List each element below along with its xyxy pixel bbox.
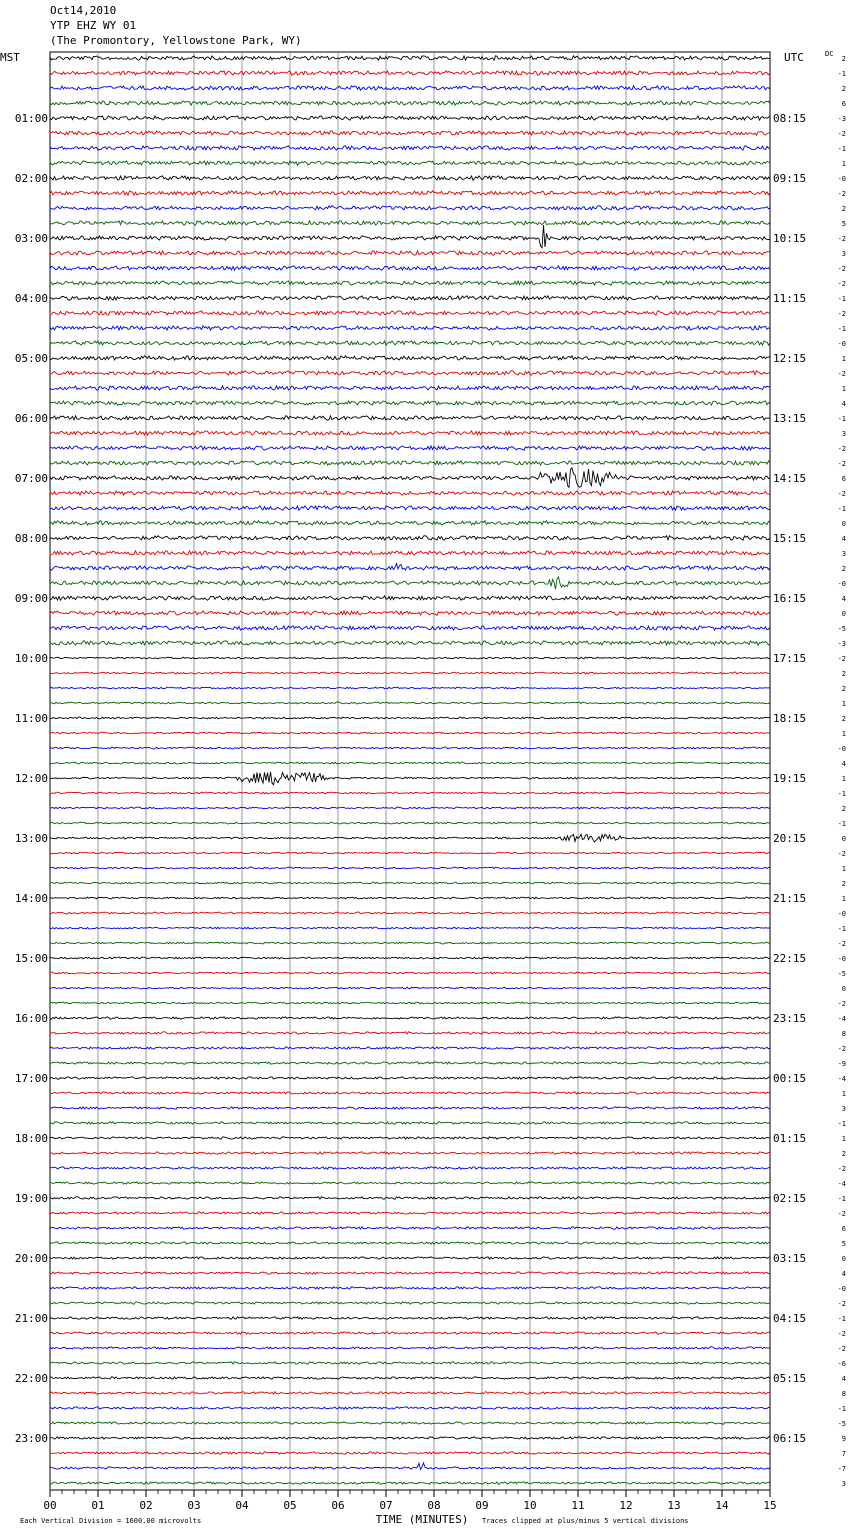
dc-offset-label: 2 xyxy=(841,205,846,213)
dc-offset-label: -1 xyxy=(837,145,846,153)
seismic-trace xyxy=(50,577,770,589)
seismic-trace xyxy=(50,732,770,734)
dc-offset-label: -0 xyxy=(837,1285,846,1293)
dc-offset-label: 3 xyxy=(841,430,846,438)
utc-hour-label: 01:15 xyxy=(773,1132,807,1145)
seismic-trace xyxy=(50,702,770,704)
seismic-trace xyxy=(50,1422,770,1425)
seismic-trace xyxy=(50,1392,770,1395)
dc-offset-label: -2 xyxy=(837,1000,846,1008)
dc-offset-label: -2 xyxy=(837,235,846,243)
dc-offset-label: 6 xyxy=(841,100,846,108)
dc-offset-label: 8 xyxy=(841,1030,846,1038)
dc-offset-label: 2 xyxy=(841,1150,846,1158)
seismic-trace xyxy=(50,161,770,165)
seismic-trace xyxy=(50,206,770,210)
dc-offset-label: -0 xyxy=(837,340,846,348)
seismic-trace xyxy=(50,281,770,285)
seismic-trace xyxy=(50,1242,770,1244)
seismic-trace xyxy=(50,1302,770,1305)
dc-offset-label: -5 xyxy=(837,1420,846,1428)
dc-offset-label: -5 xyxy=(837,970,846,978)
utc-hour-label: 03:15 xyxy=(773,1252,807,1265)
dc-offset-label: -2 xyxy=(837,940,846,948)
dc-offset-label: 7 xyxy=(841,1450,846,1458)
dc-offset-label: 4 xyxy=(841,760,846,768)
seismic-trace xyxy=(50,1212,770,1214)
seismic-trace xyxy=(50,401,770,405)
dc-offset-label: 4 xyxy=(841,535,846,543)
mst-hour-label: 02:00 xyxy=(14,172,48,185)
seismic-trace xyxy=(50,56,770,60)
dc-offset-label: 6 xyxy=(841,1225,846,1233)
mst-hour-label: 17:00 xyxy=(14,1072,48,1085)
mst-hour-label: 19:00 xyxy=(14,1192,48,1205)
utc-hour-label: 17:15 xyxy=(773,652,807,665)
seismic-trace xyxy=(50,1257,770,1259)
x-tick-label: 01 xyxy=(91,1499,105,1512)
dc-offset-label: 0 xyxy=(841,985,846,993)
seismic-trace xyxy=(50,834,770,842)
x-tick-label: 08 xyxy=(427,1499,441,1512)
utc-hour-label: 13:15 xyxy=(773,412,807,425)
dc-offset-label: 1 xyxy=(841,730,846,738)
dc-offset-label: 2 xyxy=(841,715,846,723)
x-tick-label: 10 xyxy=(523,1499,537,1512)
seismic-trace xyxy=(50,762,770,764)
seismic-trace xyxy=(50,1407,770,1409)
utc-hour-label: 09:15 xyxy=(773,172,807,185)
x-tick-label: 00 xyxy=(43,1499,57,1512)
utc-hour-label: 23:15 xyxy=(773,1012,807,1025)
dc-offset-label: -4 xyxy=(837,1180,846,1188)
seismic-trace xyxy=(50,251,770,255)
dc-offset-label: 2 xyxy=(841,670,846,678)
utc-hour-label: 20:15 xyxy=(773,832,807,845)
seismic-trace xyxy=(50,927,770,929)
seismic-trace xyxy=(50,1347,770,1350)
seismic-trace xyxy=(50,468,770,488)
x-tick-label: 06 xyxy=(331,1499,345,1512)
dc-offset-label: -4 xyxy=(837,1015,846,1023)
seismic-trace xyxy=(50,551,770,555)
x-tick-label: 05 xyxy=(283,1499,297,1512)
mst-hour-label: 05:00 xyxy=(14,352,48,365)
utc-hour-label: 19:15 xyxy=(773,772,807,785)
dc-offset-label: 4 xyxy=(841,1270,846,1278)
seismic-trace xyxy=(50,266,770,270)
utc-hour-label: 16:15 xyxy=(773,592,807,605)
seismic-trace xyxy=(50,506,770,511)
mst-hour-label: 12:00 xyxy=(14,772,48,785)
x-axis-title: TIME (MINUTES) xyxy=(375,1513,469,1526)
plot-date: Oct14,2010 xyxy=(50,4,117,17)
dc-offset-label: 2 xyxy=(841,880,846,888)
seismic-trace xyxy=(50,882,770,884)
mst-hour-label: 13:00 xyxy=(14,832,48,845)
dc-offset-label: 5 xyxy=(841,1240,846,1248)
time-grid xyxy=(50,52,770,1497)
dc-offset-label: -2 xyxy=(837,130,846,138)
seismic-trace xyxy=(50,536,770,541)
seismic-trace xyxy=(50,521,770,525)
seismic-trace xyxy=(50,1062,770,1065)
dc-offset-label: 9 xyxy=(841,1435,846,1443)
x-tick-label: 13 xyxy=(667,1499,681,1512)
dc-offset-label: -1 xyxy=(837,505,846,513)
utc-hour-label: 04:15 xyxy=(773,1312,807,1325)
mst-hour-label: 11:00 xyxy=(14,712,48,725)
seismic-trace xyxy=(50,687,770,689)
seismic-trace xyxy=(50,1092,770,1094)
seismic-trace xyxy=(50,1272,770,1275)
utc-hour-label: 02:15 xyxy=(773,1192,807,1205)
seismic-trace xyxy=(50,867,770,869)
x-tick-label: 07 xyxy=(379,1499,393,1512)
mst-hour-label: 01:00 xyxy=(14,112,48,125)
dc-offset-label: -2 xyxy=(837,1330,846,1338)
dc-offset-label: 3 xyxy=(841,1480,846,1488)
dc-offset-label: -2 xyxy=(837,1165,846,1173)
utc-hour-label: 21:15 xyxy=(773,892,807,905)
mst-hour-label: 14:00 xyxy=(14,892,48,905)
x-tick-label: 09 xyxy=(475,1499,489,1512)
seismic-trace xyxy=(50,1077,770,1079)
x-tick-label: 04 xyxy=(235,1499,249,1512)
seismic-trace xyxy=(50,957,770,959)
seismic-trace xyxy=(50,852,770,854)
seismic-trace xyxy=(50,225,770,248)
seismic-trace xyxy=(50,296,770,300)
dc-offset-label: 2 xyxy=(841,565,846,573)
dc-offset-label: 1 xyxy=(841,355,846,363)
dc-offset-label: -2 xyxy=(837,190,846,198)
dc-offset-label: -2 xyxy=(837,460,846,468)
seismic-trace xyxy=(50,356,770,360)
seismic-trace xyxy=(50,641,770,645)
seismic-trace xyxy=(50,1182,770,1184)
seismic-trace xyxy=(50,747,770,749)
dc-offset-label: -1 xyxy=(837,790,846,798)
utc-hour-label: 18:15 xyxy=(773,712,807,725)
mst-hour-label: 04:00 xyxy=(14,292,48,305)
seismic-trace xyxy=(50,1437,770,1440)
dc-offset-label: -6 xyxy=(837,1360,846,1368)
dc-header-label: DC xyxy=(825,50,834,58)
seismic-trace xyxy=(50,191,770,195)
seismic-trace xyxy=(50,1362,770,1365)
dc-offset-label: -5 xyxy=(837,625,846,633)
dc-offset-label: -1 xyxy=(837,820,846,828)
seismic-trace xyxy=(50,431,770,435)
dc-offset-label: 5 xyxy=(841,220,846,228)
dc-offset-label: 3 xyxy=(841,550,846,558)
dc-offset-label: 1 xyxy=(841,160,846,168)
seismic-trace xyxy=(50,772,770,785)
seismic-trace xyxy=(50,611,770,615)
x-tick-label: 11 xyxy=(571,1499,585,1512)
seismic-trace xyxy=(50,1287,770,1289)
seismic-trace xyxy=(50,341,770,346)
seismic-trace xyxy=(50,942,770,944)
dc-offset-label: -2 xyxy=(837,310,846,318)
dc-offset-label: -1 xyxy=(837,925,846,933)
dc-offset-label: -1 xyxy=(837,70,846,78)
dc-offset-label: 2 xyxy=(841,55,846,63)
dc-offset-label: -2 xyxy=(837,445,846,453)
dc-offset-label: 2 xyxy=(841,805,846,813)
dc-offset-label: -2 xyxy=(837,655,846,663)
seismic-trace xyxy=(50,1463,770,1470)
dc-offset-label: -1 xyxy=(837,1405,846,1413)
x-tick-label: 02 xyxy=(139,1499,153,1512)
seismic-trace xyxy=(50,71,770,75)
seismic-trace xyxy=(50,717,770,719)
dc-offset-label: -2 xyxy=(837,1345,846,1353)
seismic-trace xyxy=(50,86,770,91)
dc-offset-label: 6 xyxy=(841,475,846,483)
seismic-trace xyxy=(50,146,770,150)
utc-hour-label: 11:15 xyxy=(773,292,807,305)
seismic-trace xyxy=(50,1482,770,1485)
dc-offset-label: -1 xyxy=(837,1195,846,1203)
dc-offset-label: -9 xyxy=(837,1060,846,1068)
dc-offset-label: -2 xyxy=(837,1045,846,1053)
seismic-trace xyxy=(50,131,770,135)
mst-hour-label: 20:00 xyxy=(14,1252,48,1265)
seismic-trace xyxy=(50,326,770,330)
dc-offset-label: -2 xyxy=(837,850,846,858)
dc-offset-label: -1 xyxy=(837,1120,846,1128)
dc-offset-label: 1 xyxy=(841,1135,846,1143)
dc-offset-label: -3 xyxy=(837,115,846,123)
dc-offset-label: 2 xyxy=(841,85,846,93)
seismic-trace xyxy=(50,1032,770,1035)
seismic-trace xyxy=(50,987,770,989)
dc-offset-label: 1 xyxy=(841,385,846,393)
mst-hour-label: 22:00 xyxy=(14,1372,48,1385)
dc-offset-label: -0 xyxy=(837,175,846,183)
seismic-trace xyxy=(50,1107,770,1110)
station-location: (The Promontory, Yellowstone Park, WY) xyxy=(50,34,302,47)
dc-offset-label: 4 xyxy=(841,595,846,603)
mst-hour-label: 18:00 xyxy=(14,1132,48,1145)
utc-hour-label: 06:15 xyxy=(773,1432,807,1445)
seismic-trace xyxy=(50,972,770,974)
seismic-trace xyxy=(50,176,770,181)
dc-offset-label: -2 xyxy=(837,370,846,378)
dc-offset-label: 4 xyxy=(841,1375,846,1383)
clipping-note: Traces clipped at plus/minus 5 vertical divisions xyxy=(482,1517,689,1525)
seismic-trace xyxy=(50,596,770,600)
seismic-trace xyxy=(50,657,770,659)
axis-labels xyxy=(0,50,846,1526)
mst-hour-label: 08:00 xyxy=(14,532,48,545)
dc-offset-label: 3 xyxy=(841,250,846,258)
utc-hour-label: 15:15 xyxy=(773,532,807,545)
mst-hour-label: 15:00 xyxy=(14,952,48,965)
dc-offset-label: -2 xyxy=(837,265,846,273)
seismic-trace xyxy=(50,1002,770,1004)
mst-hour-label: 16:00 xyxy=(14,1012,48,1025)
dc-offset-label: -0 xyxy=(837,955,846,963)
x-tick-label: 14 xyxy=(715,1499,729,1512)
seismic-trace xyxy=(50,807,770,809)
dc-offset-label: 4 xyxy=(841,400,846,408)
left-axis-label: MST xyxy=(0,51,20,64)
dc-offset-label: -0 xyxy=(837,910,846,918)
utc-hour-label: 05:15 xyxy=(773,1372,807,1385)
seismic-trace xyxy=(50,221,770,226)
seismic-trace xyxy=(50,1137,770,1139)
utc-hour-label: 10:15 xyxy=(773,232,807,245)
seismic-trace xyxy=(50,491,770,495)
seismic-trace xyxy=(50,446,770,450)
seismic-trace xyxy=(50,386,770,391)
seismic-trace xyxy=(50,1332,770,1335)
seismic-trace xyxy=(50,1152,770,1155)
mst-hour-label: 23:00 xyxy=(14,1432,48,1445)
dc-offset-label: 1 xyxy=(841,865,846,873)
seismic-trace xyxy=(50,1227,770,1230)
dc-offset-label: 0 xyxy=(841,1255,846,1263)
dc-offset-label: 0 xyxy=(841,835,846,843)
seismic-trace xyxy=(50,311,770,315)
utc-hour-label: 08:15 xyxy=(773,112,807,125)
seismic-trace xyxy=(50,101,770,105)
seismic-trace xyxy=(50,1047,770,1049)
seismic-trace xyxy=(50,116,770,120)
dc-offset-label: 2 xyxy=(841,685,846,693)
x-tick-label: 15 xyxy=(763,1499,777,1512)
mst-hour-label: 09:00 xyxy=(14,592,48,605)
mst-hour-label: 03:00 xyxy=(14,232,48,245)
seismic-trace xyxy=(50,563,770,570)
dc-offset-label: 3 xyxy=(841,1105,846,1113)
seismic-trace xyxy=(50,626,770,630)
mst-hour-label: 06:00 xyxy=(14,412,48,425)
utc-hour-label: 14:15 xyxy=(773,472,807,485)
utc-hour-label: 12:15 xyxy=(773,352,807,365)
seismic-trace xyxy=(50,1452,770,1454)
dc-offset-label: 8 xyxy=(841,1390,846,1398)
dc-offset-label: -1 xyxy=(837,1315,846,1323)
seismic-trace xyxy=(50,792,770,794)
dc-offset-label: 1 xyxy=(841,775,846,783)
mst-hour-label: 21:00 xyxy=(14,1312,48,1325)
seismic-trace xyxy=(50,1197,770,1200)
seismic-traces xyxy=(50,56,770,1485)
station-code: YTP EHZ WY 01 xyxy=(50,19,137,32)
right-axis-label: UTC xyxy=(784,51,804,64)
dc-offset-label: -0 xyxy=(837,745,846,753)
dc-offset-label: 1 xyxy=(841,700,846,708)
dc-offset-label: -2 xyxy=(837,490,846,498)
dc-offset-label: -7 xyxy=(837,1465,846,1473)
seismic-trace xyxy=(50,672,770,674)
dc-offset-label: 1 xyxy=(841,895,846,903)
dc-offset-label: -1 xyxy=(837,295,846,303)
dc-offset-label: -1 xyxy=(837,415,846,423)
seismic-trace xyxy=(50,897,770,899)
seismic-trace xyxy=(50,416,770,420)
vertical-division-note: Each Vertical Division = 1600.00 microvolts xyxy=(20,1517,202,1525)
dc-offset-label: -2 xyxy=(837,1210,846,1218)
seismic-trace xyxy=(50,1122,770,1124)
dc-offset-label: 0 xyxy=(841,610,846,618)
dc-offset-label: 0 xyxy=(841,520,846,528)
seismic-trace xyxy=(50,1017,770,1019)
seismic-trace xyxy=(50,1317,770,1320)
x-tick-label: 12 xyxy=(619,1499,633,1512)
utc-hour-label: 22:15 xyxy=(773,952,807,965)
dc-offset-label: -2 xyxy=(837,280,846,288)
dc-offset-label: -0 xyxy=(837,580,846,588)
seismic-trace xyxy=(50,1377,770,1379)
dc-offset-label: -3 xyxy=(837,640,846,648)
seismic-trace xyxy=(50,822,770,824)
seismic-trace xyxy=(50,1167,770,1170)
dc-offset-label: 1 xyxy=(841,1090,846,1098)
mst-hour-label: 10:00 xyxy=(14,652,48,665)
dc-offset-label: -4 xyxy=(837,1075,846,1083)
utc-hour-label: 00:15 xyxy=(773,1072,807,1085)
dc-offset-label: -1 xyxy=(837,325,846,333)
seismic-trace xyxy=(50,461,770,465)
mst-hour-label: 07:00 xyxy=(14,472,48,485)
seismic-trace xyxy=(50,912,770,914)
x-tick-label: 03 xyxy=(187,1499,201,1512)
seismic-trace xyxy=(50,371,770,375)
dc-offset-label: -2 xyxy=(837,1300,846,1308)
